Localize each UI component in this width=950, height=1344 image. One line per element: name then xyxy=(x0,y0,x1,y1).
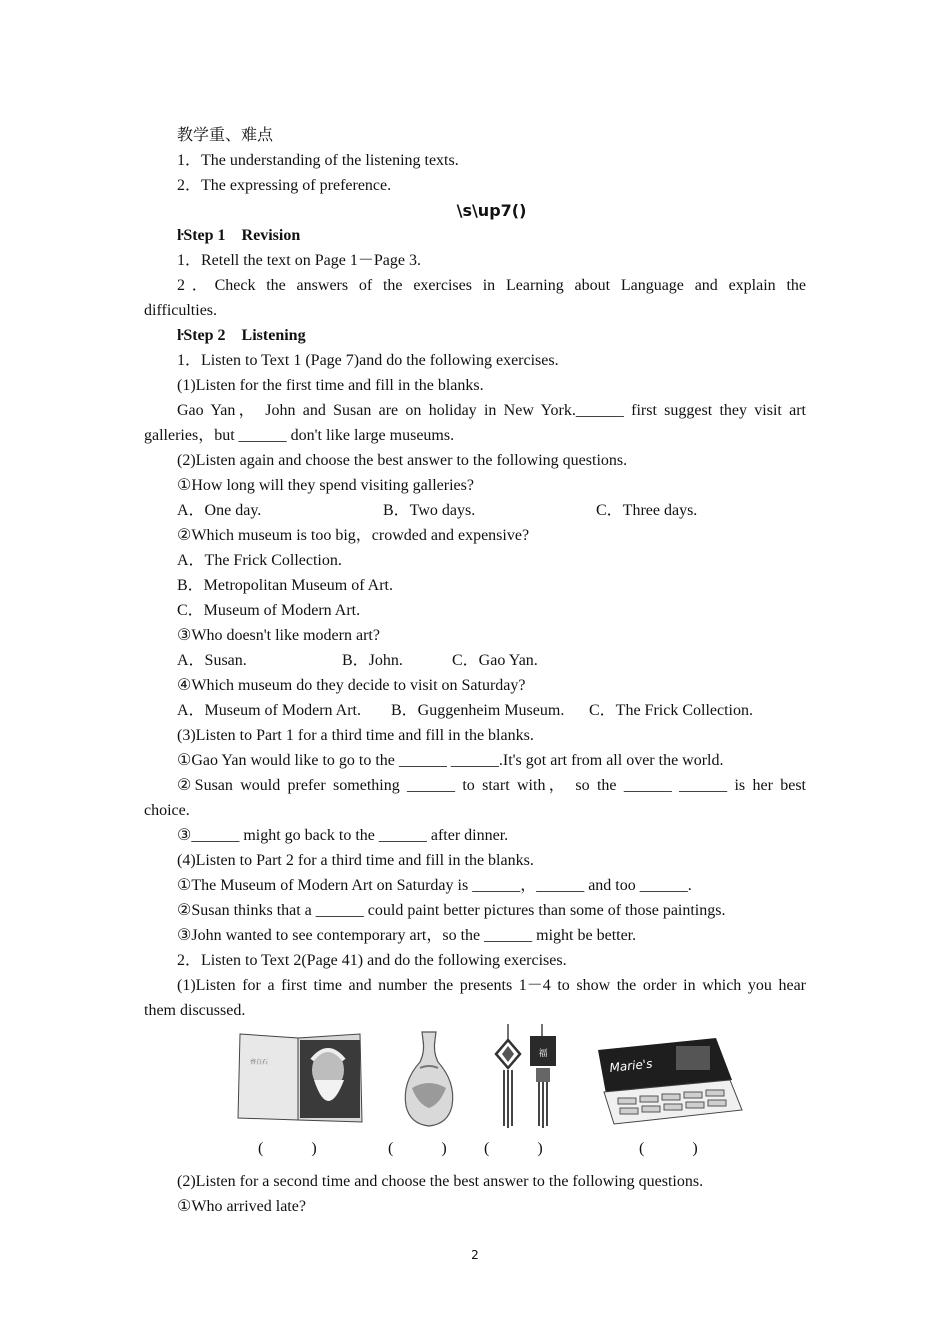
text2-intro: 2．Listen to Text 2(Page 41) and do the following exercises. xyxy=(177,952,567,969)
key-point-2: 2．The expressing of preference. xyxy=(177,177,392,194)
part1-line2: galleries，but ______ don't like large museums. xyxy=(144,427,455,444)
q4-option-a: A．Museum of Modern Art. xyxy=(177,702,361,719)
question-4: ④Which museum do they decide to visit on Saturday? xyxy=(177,677,526,694)
part3-title: (3)Listen to Part 1 for a third time and fill in the blanks. xyxy=(177,727,534,744)
step1-title: Step 1 Revision xyxy=(183,227,301,244)
part4-item-2: ②Susan thinks that a ______ could paint better pictures than some of those paintings. xyxy=(177,902,726,919)
section-heading: 教学重、难点 xyxy=(177,127,274,144)
part3-item-2: ②Susan would prefer something ______ to start with， so the ______ ______ is her best xyxy=(177,777,806,794)
paint-box-image xyxy=(596,1036,744,1126)
text1-intro: 1．Listen to Text 1 (Page 7)and do the following exercises. xyxy=(177,352,559,369)
painting-book-image xyxy=(236,1030,364,1124)
question-1: ①How long will they spend visiting galleries? xyxy=(177,477,474,494)
text2-part1-title-cont: them discussed. xyxy=(144,1002,246,1019)
step-marker: ŀ xyxy=(177,227,184,244)
part1-line1: Gao Yan， John and Susan are on holiday in New York.______ first suggest they visit art xyxy=(177,402,806,419)
chinese-knot-image xyxy=(488,1022,562,1130)
part4-item-3: ③John wanted to see contemporary art，so the ______ might be better. xyxy=(177,927,637,944)
step1-item-2: 2．Check the answers of the exercises in Learning about Language and explain the xyxy=(177,277,806,294)
field-code: \s\up7() xyxy=(456,201,527,220)
step-marker: ŀ xyxy=(177,327,184,344)
q2-option-c: C．Museum of Modern Art. xyxy=(177,602,361,619)
part3-item-1: ①Gao Yan would like to go to the ______ ______.It's got art from all over the world. xyxy=(177,752,724,769)
part4-item-1: ①The Museum of Modern Art on Saturday is ______，______ and too ______. xyxy=(177,877,692,894)
step1-item-1: 1．Retell the text on Page 1－Page 3. xyxy=(177,252,421,269)
q3-option-c: C．Gao Yan. xyxy=(452,652,538,669)
bracket-4: ( ) xyxy=(639,1140,698,1157)
q2-option-b: B．Metropolitan Museum of Art. xyxy=(177,577,393,594)
step2-heading xyxy=(177,326,306,346)
knot-character: 福 xyxy=(538,1049,548,1059)
bracket-2: ( ) xyxy=(388,1140,447,1157)
step1-item-2-cont: difficulties. xyxy=(144,302,218,319)
q2-option-a: A．The Frick Collection. xyxy=(177,552,342,569)
book-caption: 齊白石 xyxy=(250,1059,269,1066)
q4-option-b: B．Guggenheim Museum. xyxy=(391,702,565,719)
question-2: ②Which museum is too big，crowded and expensive? xyxy=(177,527,530,544)
q3-option-a: A．Susan. xyxy=(177,652,247,669)
vase-image xyxy=(400,1028,458,1128)
text2-part2-title: (2)Listen for a second time and choose the best answer to the following questions. xyxy=(177,1173,704,1190)
part4-title: (4)Listen to Part 2 for a third time and fill in the blanks. xyxy=(177,852,534,869)
text2-part1-title: (1)Listen for a first time and number the presents 1－4 to show the order in which you hear xyxy=(177,977,806,994)
q3-option-b: B．John. xyxy=(342,652,403,669)
q1-option-c: C．Three days. xyxy=(596,502,698,519)
bracket-3: ( ) xyxy=(484,1140,543,1157)
step1-heading xyxy=(177,226,300,246)
q1-option-a: A．One day. xyxy=(177,502,262,519)
paint-box-brand: Marie's xyxy=(608,1056,654,1075)
bracket-1: ( ) xyxy=(258,1140,317,1157)
question-3: ③Who doesn't like modern art? xyxy=(177,627,380,644)
step2-title: Step 2 Listening xyxy=(183,327,306,344)
q1-option-b: B．Two days. xyxy=(383,502,476,519)
part2-title: (2)Listen again and choose the best answer to the following questions. xyxy=(177,452,628,469)
text2-question-1: ①Who arrived late? xyxy=(177,1198,306,1215)
page-number: 2 xyxy=(471,1248,479,1262)
part3-item-2-cont: choice. xyxy=(144,802,190,819)
part1-title: (1)Listen for the first time and fill in the blanks. xyxy=(177,377,484,394)
q4-option-c: C．The Frick Collection. xyxy=(589,702,753,719)
part3-item-3: ③______ might go back to the ______ after dinner. xyxy=(177,827,509,844)
key-point-1: 1．The understanding of the listening texts. xyxy=(177,152,459,169)
